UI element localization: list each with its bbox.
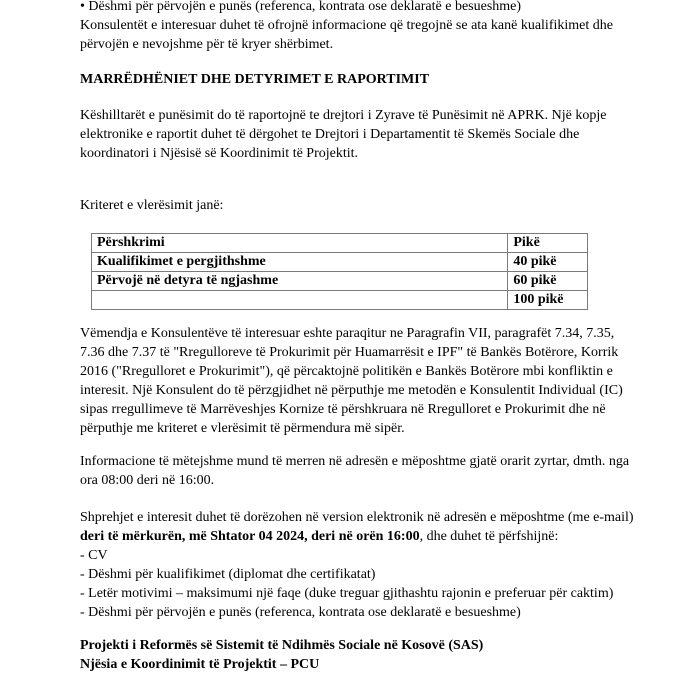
body-line: Vëmendja e Konsulentëve të interesuar eshte paraqitur ne Paragrafin VII, paragrafët 7.34, 7.35,	[80, 326, 615, 341]
deadline-rest: , dhe duhet të përfshijnë:	[419, 529, 559, 544]
body-line: 7.36 dhe 7.37 të "Rregulloreve të Prokurimit për Huamarrësit e IPF" të Bankës Botërore, Korrik	[80, 345, 619, 360]
criteria-table	[91, 233, 588, 310]
body-line: Informacione të mëtejshme mund të merren në adresën e mëposhtme gjatë orarit zyrtar, dmth. nga	[80, 454, 630, 469]
table-row	[92, 291, 588, 310]
body-line: përputhje me kriteret e vlerësimit të përmendura më sipër.	[80, 421, 405, 436]
criteria-intro: Kriteret e vlerësimit janë:	[80, 198, 224, 213]
deadline-line	[80, 527, 640, 546]
table-header-cell: Përshkrimi	[92, 234, 508, 253]
table-cell-points: 40 pikë	[508, 253, 588, 272]
body-line: koordinatori i Njësisë së Koordinimit të Projektit.	[80, 146, 359, 161]
table-cell-label: Përvojë në detyra të ngjashme	[92, 272, 508, 291]
table-cell-points: 60 pikë	[508, 272, 588, 291]
body-line: elektronike e raportit duhet të dërgohet te Drejtori i Departamentit të Skemës Sociale dhe	[80, 127, 580, 142]
section-heading: MARRËDHËNIET DHE DETYRIMET E RAPORTIMIT	[80, 72, 430, 87]
table-header-cell: Pikë	[508, 234, 588, 253]
body-line: 2016 ("Rregulloret e Prokurimit"), që përcaktojnë politikën e Bankës Botërore mbi konfliktin e	[80, 364, 613, 379]
body-line: Konsulentët e interesuar duhet të ofrojnë informacione që tregojnë se ata kanë kualifikimet dhe	[80, 18, 613, 33]
list-item: - CV	[80, 548, 108, 563]
selection-paragraph	[80, 324, 640, 438]
body-line: përvojën e nevojshme për të kryer shërbimet.	[80, 37, 334, 52]
table-header-row	[92, 234, 588, 253]
footer-project: Projekti i Reformës së Sistemit të Ndihmës Sociale në Kosovë (SAS)	[80, 638, 484, 653]
table-row	[92, 253, 588, 272]
body-line: sipas rregullimeve të Marrëveshjes Kornize të përshkruara në Rregulloret e Prokurimit dhe në	[80, 402, 606, 417]
list-item: - Dëshmi për kualifikimet (diplomat dhe certifikatat)	[80, 567, 376, 582]
body-line: interesit. Një Konsulent do të përzgjidhet në përputhje me metodën e Konsulentit Individual (IC)	[80, 383, 623, 398]
footer-unit: Njësia e Koordinimit të Projektit – PCU	[80, 657, 320, 672]
table-cell-points: 100 pikë	[508, 291, 588, 310]
footer	[80, 636, 640, 674]
table-row	[92, 272, 588, 291]
reporting-paragraph	[80, 106, 640, 163]
info-paragraph	[80, 452, 640, 490]
list-item: - Dëshmi për përvojën e punës (referenca, kontrata ose deklaratë e besueshme)	[80, 605, 521, 620]
table-cell-label	[92, 291, 508, 310]
body-line: Shprehjet e interesit duhet të dorëzohen në version elektronik në adresën e mëposhtme (me e-mail)	[80, 510, 634, 525]
top-section	[80, 0, 640, 54]
body-line: Këshilltarët e punësimit do të raportojnë te drejtori i Zyrave të Punësimit në APRK. Një kopje	[80, 108, 607, 123]
body-line: ora 08:00 deri në 16:00.	[80, 473, 215, 488]
deadline-bold: deri të mërkurën, më Shtator 04 2024, deri në orën 16:00	[80, 529, 420, 544]
bullet-line: • Dëshmi për përvojën e punës (referenca, kontrata ose deklaratë e besueshme)	[80, 0, 522, 14]
list-item: - Letër motivimi – maksimumi një faqe (duke treguar gjithashtu rajonin e preferuar për caktim)	[80, 586, 614, 601]
table-cell-label: Kualifikimet e pergjithshme	[92, 253, 508, 272]
submission-paragraph	[80, 508, 640, 622]
